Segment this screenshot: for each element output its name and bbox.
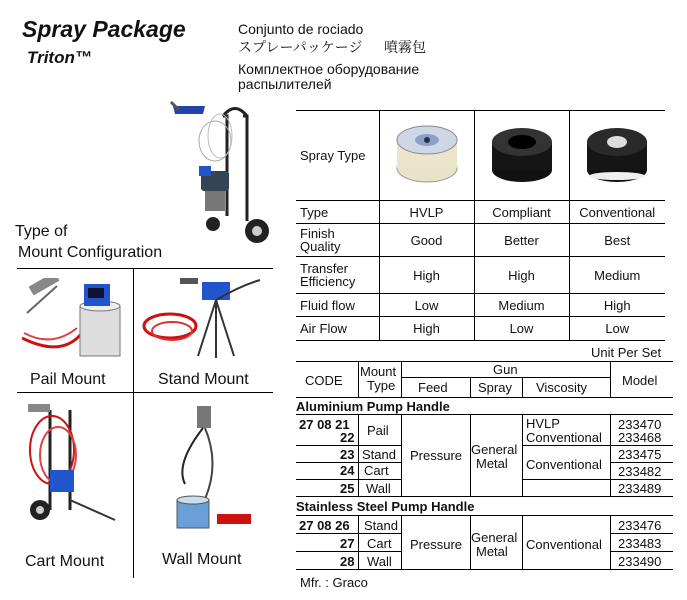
translation-japanese: スプレーパッケージ xyxy=(238,39,363,55)
code-cell: 23 xyxy=(340,447,355,462)
code-header: CODE xyxy=(305,373,343,388)
mount-cell: Pail xyxy=(367,423,389,438)
mount-type-header-2: Type xyxy=(367,378,396,393)
aircap-conventional-image xyxy=(569,111,665,201)
spray-cell: Metal xyxy=(476,456,508,471)
grid-line xyxy=(17,392,273,393)
spray-header: Spray xyxy=(478,380,512,395)
model-cell: 233468 xyxy=(618,430,662,445)
feed-cell: Pressure xyxy=(410,448,463,463)
viscosity-header: Viscosity xyxy=(536,380,588,395)
mount-cell: Stand xyxy=(362,447,396,462)
section-aluminium: Aluminium Pump Handle xyxy=(296,399,450,414)
model-cell: 233476 xyxy=(618,518,662,533)
grid-line xyxy=(17,268,273,269)
model-cell: 233470 xyxy=(618,417,662,432)
spec-value: Best xyxy=(569,224,665,257)
product-name: Triton™ xyxy=(27,48,92,67)
spec-row-finish xyxy=(296,224,665,257)
mount-cell: Cart xyxy=(364,463,389,478)
viscosity-cell: Conventional xyxy=(526,430,602,445)
code-cell: 28 xyxy=(340,554,355,569)
wall-mount-image xyxy=(165,404,265,534)
spec-label: Transfer Efficiency xyxy=(296,257,379,294)
cart-mount-image xyxy=(20,400,130,530)
mount-type-header: Mount xyxy=(360,364,397,379)
mount-cell: Wall xyxy=(366,481,391,496)
viscosity-cell: Conventional xyxy=(526,457,602,472)
viscosity-cell: Conventional xyxy=(526,537,602,552)
mount-config-heading-1: Type of xyxy=(15,223,68,240)
spec-value: Compliant xyxy=(474,201,569,224)
spec-value: Low xyxy=(474,317,569,341)
spec-label: Fluid flow xyxy=(296,294,379,317)
model-cell: 233490 xyxy=(618,554,662,569)
spray-cell: General xyxy=(471,530,518,545)
stand-mount-image xyxy=(140,276,268,366)
spec-value: Low xyxy=(569,317,665,341)
spec-value: Medium xyxy=(569,257,665,294)
spec-row-fluid xyxy=(296,294,665,317)
code-cell: 25 xyxy=(340,481,355,496)
spray-cell: Metal xyxy=(476,544,508,559)
spec-value: High xyxy=(379,317,474,341)
mount-config-heading-2: Mount Configuration xyxy=(18,244,163,261)
spec-label: Spray Type xyxy=(296,111,379,201)
mount-cell: Cart xyxy=(367,536,392,551)
model-cell: 233475 xyxy=(618,447,662,462)
spec-row-type xyxy=(296,201,665,224)
spec-value: Low xyxy=(379,294,474,317)
spec-row-air xyxy=(296,317,665,341)
spec-value: Better xyxy=(474,224,569,257)
translation-russian-1: Комплектное оборудование xyxy=(238,61,420,77)
translation-spanish: Conjunto de rociado xyxy=(238,21,364,37)
code-cell: 24 xyxy=(340,463,355,478)
spec-value: High xyxy=(379,257,474,294)
grid-line xyxy=(133,268,134,578)
section-stainless: Stainless Steel Pump Handle xyxy=(296,499,475,514)
spec-value: Medium xyxy=(474,294,569,317)
spec-value: High xyxy=(474,257,569,294)
model-cell: 233489 xyxy=(618,481,662,496)
translation-chinese: 噴霧包 xyxy=(384,39,426,55)
spec-value: Conventional xyxy=(569,201,665,224)
mount-cell: Wall xyxy=(367,554,392,569)
viscosity-cell: HVLP xyxy=(526,416,560,431)
spec-value: High xyxy=(569,294,665,317)
page-title: Spray Package xyxy=(22,16,186,42)
feed-header: Feed xyxy=(418,380,448,395)
code-prefix: 27 08 21 xyxy=(299,417,350,432)
code-cell: 22 xyxy=(340,430,355,445)
wall-mount-label: Wall Mount xyxy=(162,551,242,568)
code-cell: 27 xyxy=(340,536,355,551)
pail-mount-image xyxy=(22,278,132,368)
model-cell: 233482 xyxy=(618,464,662,479)
spec-label: Finish Quality xyxy=(296,224,379,257)
spec-value: HVLP xyxy=(379,201,474,224)
spec-value: Good xyxy=(379,224,474,257)
stand-mount-label: Stand Mount xyxy=(158,371,249,388)
code-cell: 27 08 26 xyxy=(299,518,350,533)
unit-per-set-label: Unit Per Set xyxy=(591,345,662,360)
feed-cell: Pressure xyxy=(410,537,463,552)
sprayer-cart-image xyxy=(165,96,275,246)
spray-cell: General xyxy=(471,442,518,457)
spec-row-spray-type xyxy=(296,111,665,201)
spray-spec-table xyxy=(296,110,665,341)
mount-cell: Stand xyxy=(364,518,398,533)
spec-label: Air Flow xyxy=(296,317,379,341)
gun-header: Gun xyxy=(493,362,518,377)
pail-mount-label: Pail Mount xyxy=(30,371,106,388)
aircap-compliant-image xyxy=(474,111,569,201)
model-header: Model xyxy=(622,373,658,388)
spec-row-transfer xyxy=(296,257,665,294)
translation-russian-2: распылителей xyxy=(238,76,332,92)
model-cell: 233483 xyxy=(618,536,662,551)
cart-mount-label: Cart Mount xyxy=(25,553,105,570)
manufacturer-note: Mfr. : Graco xyxy=(300,575,368,590)
spec-label: Type xyxy=(296,201,379,224)
aircap-hvlp-image xyxy=(379,111,474,201)
